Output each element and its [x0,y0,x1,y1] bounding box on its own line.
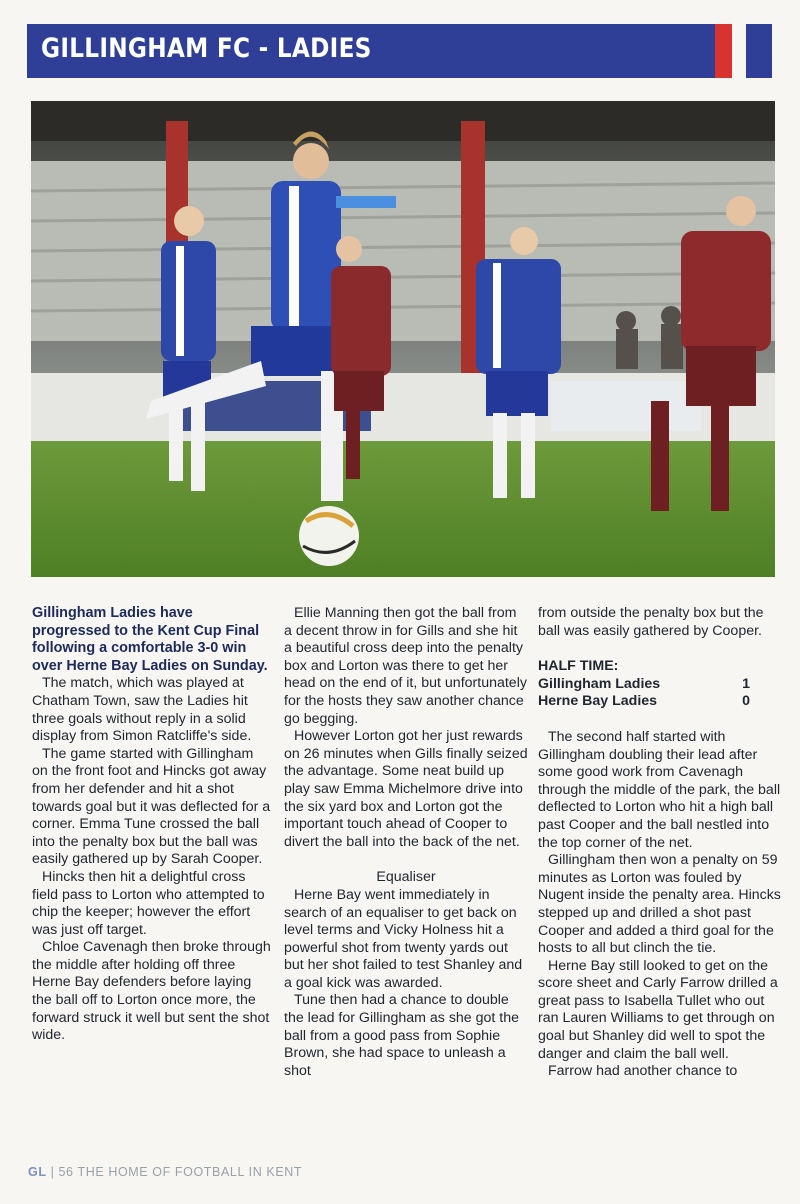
header-stripe-gap [732,24,746,78]
article-paragraph: The match, which was played at Chatham Town, saw the Ladies hit three goals without reply in a solid display from Simon Ratcliffe's side. [32,675,252,745]
team-score: 1 [742,675,750,692]
article-paragraph: Tune then had a chance to double the lead for Gillingham as she got the ball from a good pass from Sophie Brown, she had space to unleash a shot [284,992,520,1079]
team-name: Herne Bay Ladies [538,693,658,710]
article-column-2 [284,605,528,1080]
match-photo [31,101,775,577]
article-paragraph: Herne Bay went immediately in search of an equaliser to get back on level terms and Vicky Holness hit a powerful shot from twenty yards out but her shot failed to test Shanley and a goal kick was awarded. [284,886,523,991]
team-score: 0 [742,693,750,710]
team-name: Gillingham Ladies [538,675,661,692]
article-paragraph: Farrow had another chance to [548,1063,738,1080]
article-paragraph: Herne Bay still looked to get on the score sheet and Carly Farrow drilled a great pass to Isabella Tullet who out ran Lauren Williams to get through on goal but Shanley did well to spot the danger and claim the ball well. [538,957,778,1062]
header-bar [27,24,772,78]
page-footer: GL | 56 THE HOME OF FOOTBALL IN KENT [28,1165,303,1179]
article-lead: Gillingham Ladies have progressed to the Kent Cup Final following a comfortable 3-0 win over Herne Bay Ladies on Sunday. [32,605,268,674]
page-title: GILLINGHAM FC - LADIES [41,33,372,64]
halftime-score-row [538,693,782,711]
article-paragraph: Chloe Cavenagh then broke through the middle after holding off three Herne Bay defenders before laying the ball off to Lorton once more, the forward struck it well but sent the shot wide. [32,939,271,1044]
section-subheading: Equaliser [376,869,436,886]
header-stripe-red [715,24,732,78]
article-column-1 [32,605,272,1045]
article-paragraph: Hincks then hit a delightful cross field pass to Lorton who attempted to chip the keeper; however the effort was just off target. [32,868,265,938]
footer-logo-icon: GL [28,1165,47,1179]
header-stripe-blue [746,24,772,78]
footer-tagline: THE HOME OF FOOTBALL IN KENT [77,1165,303,1179]
article-paragraph: Ellie Manning then got the ball from a decent throw in for Gills and she hit a beautiful cross deep into the penalty box and Lorton was there to get her head on the end of it, but unfortunately for the hosts they saw another chance go begging. [284,605,527,727]
article-column-3 [538,605,782,1081]
halftime-score-row [538,676,782,694]
article-paragraph: Gillingham then won a penalty on 59 minutes as Lorton was fouled by Nugent inside the penalty area. Hincks stepped up and drilled a shot past Cooper and added a third goal for the hosts to all but clinch the tie. [538,852,781,957]
halftime-title: HALF TIME: [538,658,619,675]
page-number: 56 [58,1165,74,1179]
article-paragraph: The second half started with Gillingham doubling their lead after some good work from Cavenagh through the middle of the park, the ball deflected to Lorton who hit a high ball past Cooper and the ball nestled into the top corner of the net. [538,728,781,851]
article-paragraph: However Lorton got her just rewards on 26 minutes when Gills finally seized the advantage. Some neat build up play saw Emma Michelmore drive into the six yard box and Lorton got the important touch ahead of Cooper to divert the ball into the back of the net. [284,728,528,850]
article-paragraph: from outside the penalty box but the ball was easily gathered by Cooper. [538,605,764,639]
photo-icon [31,101,775,577]
article-paragraph: The game started with Gillingham on the front foot and Hincks got away from her defender and hit a shot towards goal but it was deflected for a corner. Emma Tune crossed the ball into the penalty box but the ball was easily gathered up by Sarah Cooper. [32,745,271,868]
